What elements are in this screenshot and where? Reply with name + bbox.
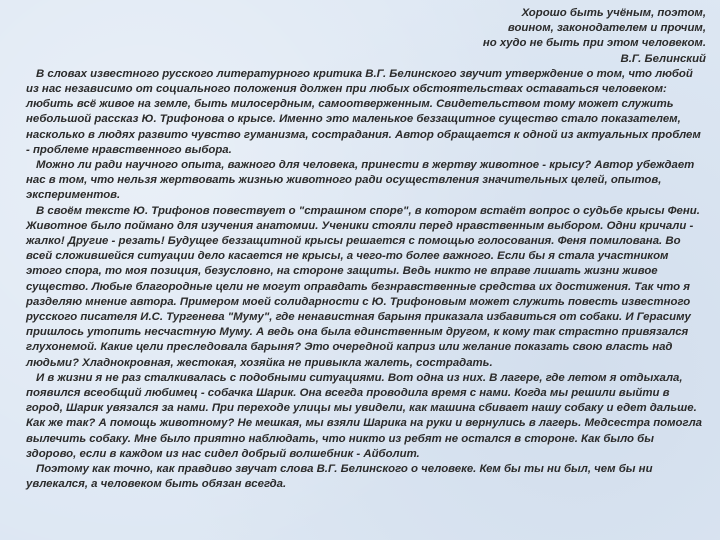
paragraph: Можно ли ради научного опыта, важного для человека, принести в жертву животное - крысу? Автор убеждает нас в том, что нельзя жертвовать жизнью животного ради осуществления значительных целей, опытов, экспериментов.	[26, 159, 695, 202]
paragraph: Поэтому как точно, как правдиво звучат слова В.Г. Белинского о человеке. Кем бы ты ни был, чем бы ни увлекался, а человеком быть обязан всегда.	[26, 463, 653, 491]
epigraph-line: но худо не быть при этом человеком.	[482, 37, 706, 50]
epigraph-author: В.Г. Белинский	[620, 52, 706, 65]
paragraph: И в жизни я не раз сталкивалась с подобными ситуациями. Вот одна из них. В лагере, где летом я отдыхала, появился всеобщий любимец - собачка Шарик. Она всегда проводила время с нами. Когда мы решили выйти в город, Шарик увязался за нами. При переходе улицы мы увидели, как машина сбивает нашу собаку и едет дальше. Как же так? А помощь животному? Не мешкая, мы взяли Шарика на руки и вернулись в лагерь. Медсестра помогла вылечить собаку. Мне было приятно наблюдать, что никто из ребят не остался в стороне. Как было бы здорово, если в каждом из нас сидел добрый волшебник - Айболит.	[26, 371, 703, 460]
paragraph: В словах известного русского литературного критика В.Г. Белинского звучит утверждение о том, что любой из нас независимо от социального положения должен при любых обстоятельствах оставаться человеком: любить всё живое на земле, быть милосердным, самоотверженным. Свидетельством тому может служить небольшой рассказ Ю. Трифонова о крысе. Именно это маленькое беззащитное существо стало показателем, насколько в людях развито чувство гуманизма, сострадания. Автор обращается к одной из актуальных проблем - проблеме нравственного выбора.	[26, 67, 701, 156]
epigraph-line: Хорошо быть учёным, поэтом,	[521, 7, 706, 19]
epigraph	[26, 4, 706, 67]
paragraph: В своём тексте Ю. Трифонов повествует о "страшном споре", в котором встаёт вопрос о судьбе крысы Фени. Животное было поймано для изучения анатомии. Ученики стояли перед нравственным выбором. Одни кричали - жалко! Другие - резать! Будущее беззащитной крысы решается с помощью голосования. Феня помилована. Во всей сложившейся ситуации дело касается не крысы, а чего-то более важного. Если бы я стала участником этого спора, то моя позиция, безусловно, на стороне защиты. Ведь никто не вправе лишать жизни живое существо. Любые благородные цели не могут оправдать безнравственные средства их достижения. Так что я разделяю мнение автора. Примером моей солидарности с Ю. Трифоновым может служить повесть известного русского писателя И.С. Тургенева "Муму", где ненавистная барыня приказала избавиться от собаки. И Герасиму пришлось утопить несчастную Муму. А ведь она была единственным другом, к кому так страстно привязался глухонемой. Какие цели преследовала барыня? Это очередной каприз или желание показать свою власть над людьми? Хладнокровная, жестокая, хозяйка не привыкла жалеть, сострадать.	[26, 204, 700, 369]
essay-body	[26, 67, 706, 493]
epigraph-line: воином, законодателем и прочим,	[507, 22, 706, 35]
